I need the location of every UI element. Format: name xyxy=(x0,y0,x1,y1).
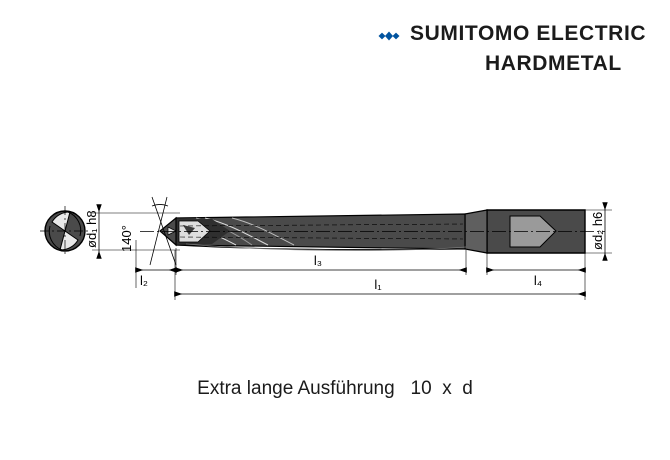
label-d2: ød₂ h6 xyxy=(590,211,605,250)
end-view-section xyxy=(40,206,90,256)
label-l3: l₃ xyxy=(313,253,323,268)
label-l1: l₁ xyxy=(374,277,382,292)
drill-body xyxy=(140,210,605,253)
label-d1: ød₁ h8 xyxy=(84,210,99,248)
figure-caption: Extra lange Ausführung 10 x d xyxy=(197,378,473,399)
label-l4: l₄ xyxy=(533,273,543,288)
label-point-angle: 140° xyxy=(119,225,134,252)
label-l2: l₂ xyxy=(140,273,148,288)
logo-text-line1: SUMITOMO ELECTRIC xyxy=(410,22,647,45)
logo-text-line2: HARDMETAL xyxy=(485,52,622,75)
